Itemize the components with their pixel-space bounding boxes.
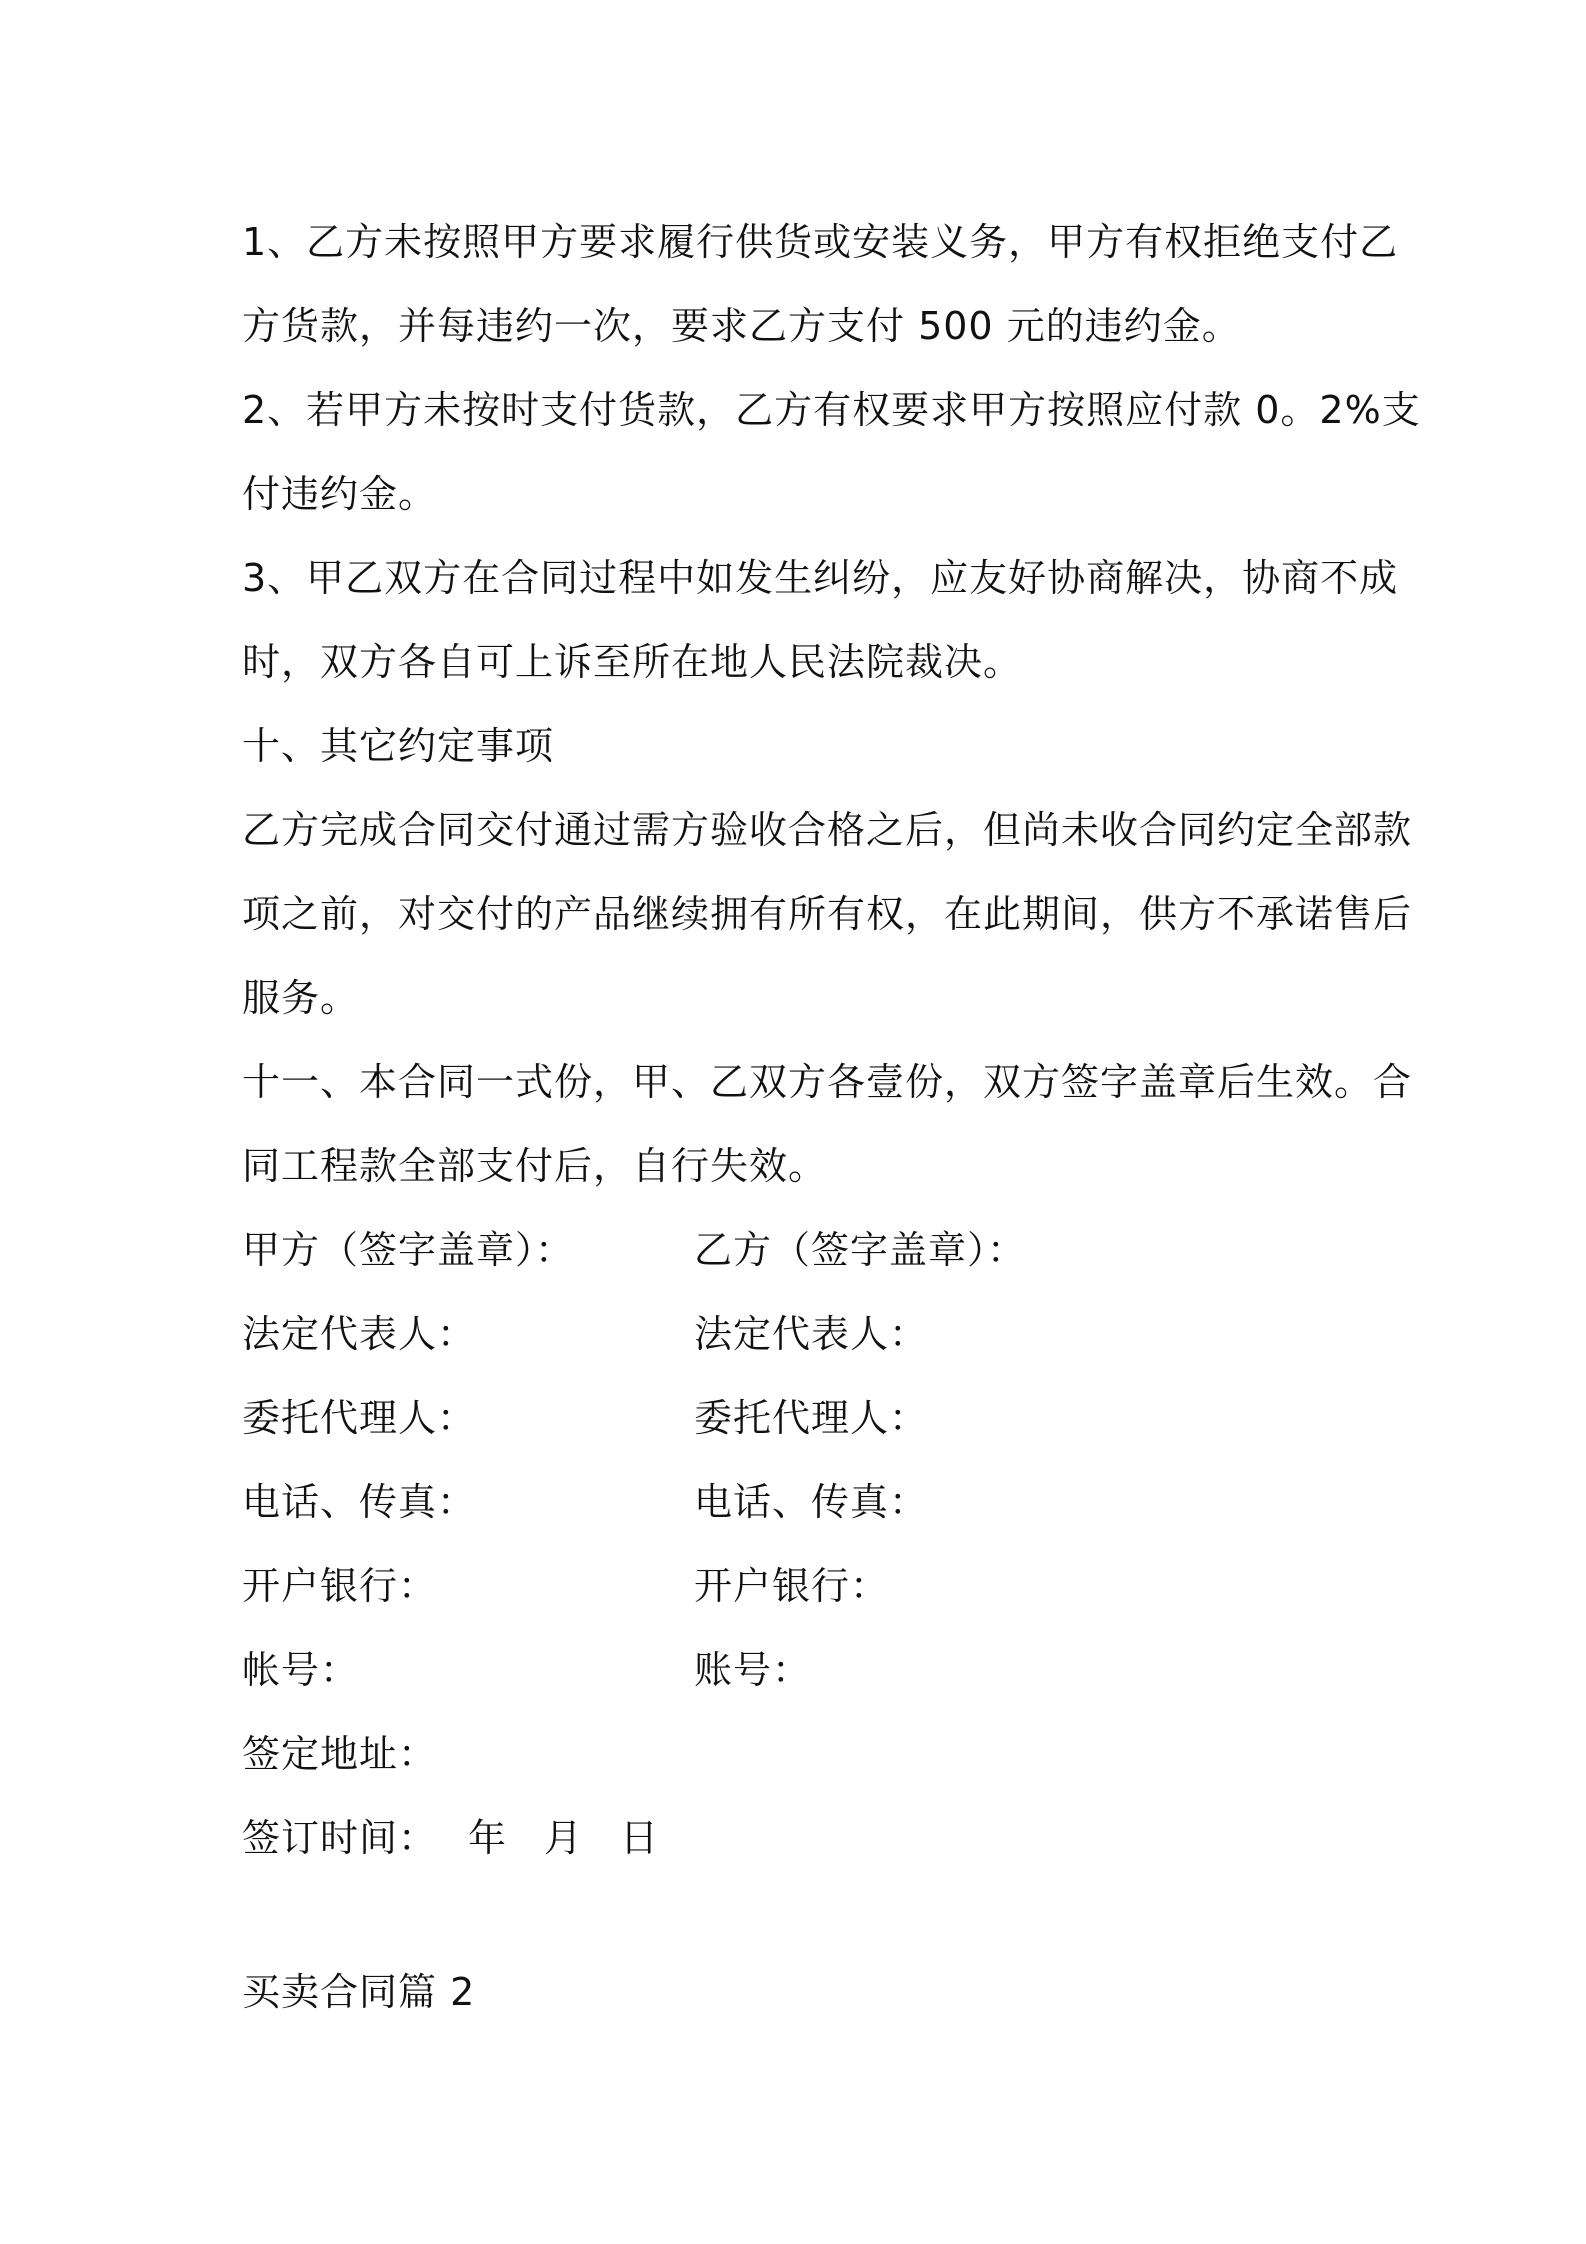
signing-date-label: 签订时间： — [242, 1816, 438, 1860]
section-11-line-2: 同工程款全部支付后，自行失效。 — [242, 1144, 828, 1188]
party-b-rep-label: 法定代表人： — [694, 1312, 929, 1356]
clause-1-line-2: 方货款，并每违约一次，要求乙方支付 500 元的违约金。 — [242, 304, 1241, 348]
signature-phone-row — [242, 1460, 1362, 1544]
section-10-body — [242, 788, 1413, 1040]
signing-date-year: 年 — [468, 1816, 508, 1860]
signature-bank-row — [242, 1544, 1362, 1628]
signature-rep-row — [242, 1292, 1362, 1376]
signature-seal-row — [242, 1208, 1362, 1292]
party-a-seal-label: 甲方（签字盖章）： — [242, 1228, 575, 1272]
signing-address-label: 签定地址： — [242, 1732, 438, 1776]
section-11 — [242, 1040, 1413, 1208]
party-b-phone-label: 电话、传真： — [694, 1480, 929, 1524]
clause-3-line-2: 时，双方各自可上诉至所在地人民法院裁决。 — [242, 640, 1023, 684]
signing-date-row — [242, 1796, 1362, 1880]
clause-1 — [242, 200, 1399, 368]
signature-block — [242, 1208, 1362, 1880]
clause-2 — [242, 368, 1421, 536]
party-b-account-label: 账号： — [694, 1648, 812, 1692]
party-b-bank-label: 开户银行： — [694, 1564, 890, 1608]
section-10-line-2: 项之前，对交付的产品继续拥有所有权，在此期间，供方不承诺售后 — [242, 892, 1413, 936]
clause-3 — [242, 536, 1399, 704]
clause-2-line-2: 付违约金。 — [242, 472, 438, 516]
party-a-rep-label: 法定代表人： — [242, 1312, 477, 1356]
party-a-bank-label: 开户银行： — [242, 1564, 438, 1608]
party-b-seal-label: 乙方（签字盖章）： — [694, 1228, 1027, 1272]
section-10-line-3: 服务。 — [242, 976, 360, 1020]
clause-1-line-1: 1、乙方未按照甲方要求履行供货或安装义务，甲方有权拒绝支付乙 — [242, 220, 1399, 264]
signature-account-row — [242, 1628, 1362, 1712]
signing-date-day: 日 — [620, 1816, 660, 1860]
section-10-line-1: 乙方完成合同交付通过需方验收合格之后，但尚未收合同约定全部款 — [242, 808, 1413, 852]
party-a-phone-label: 电话、传真： — [242, 1480, 477, 1524]
party-b-agent-label: 委托代理人： — [694, 1396, 929, 1440]
clause-2-line-1: 2、若甲方未按时支付货款，乙方有权要求甲方按照应付款 0。2%支 — [242, 388, 1421, 432]
section-11-line-1: 十一、本合同一式份，甲、乙双方各壹份，双方签字盖章后生效。合 — [242, 1060, 1413, 1104]
next-contract-title: 买卖合同篇 2 — [242, 1970, 476, 2014]
signing-date-month: 月 — [544, 1816, 584, 1860]
party-a-agent-label: 委托代理人： — [242, 1396, 477, 1440]
signature-agent-row — [242, 1376, 1362, 1460]
contract-body — [242, 200, 1421, 1880]
party-a-account-label: 帐号： — [242, 1648, 360, 1692]
signature-address-row — [242, 1712, 1362, 1796]
section-10-heading: 十、其它约定事项 — [242, 724, 555, 768]
clause-3-line-1: 3、甲乙双方在合同过程中如发生纠纷，应友好协商解决，协商不成 — [242, 556, 1399, 600]
